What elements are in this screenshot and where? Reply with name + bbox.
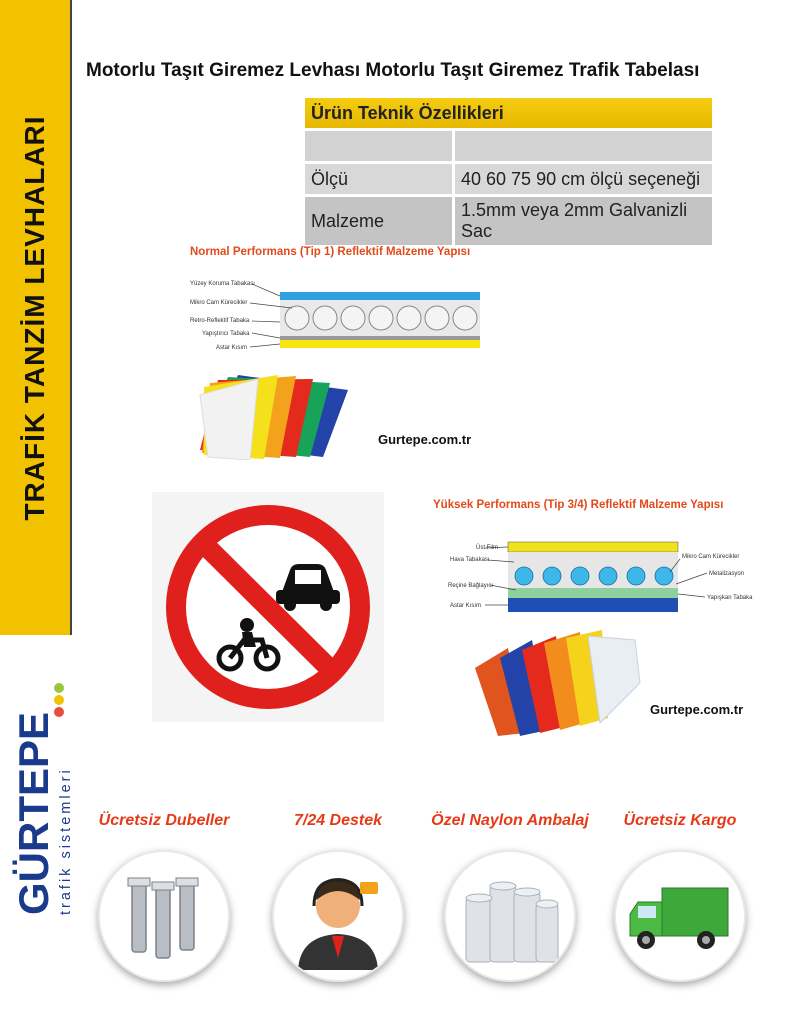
high-label-beads: Mikro Cam Kürecikler [682,554,740,560]
feature-free-shipping [600,812,760,982]
high-label-adhesive: Yapışkan Tabaka [707,595,753,601]
spec-value: 40 60 75 90 cm ölçü seçeneği [454,163,713,196]
sidebar-title: TRAFİK TANZİM LEVHALARI [19,115,50,521]
no-motor-vehicles-sign [152,492,384,722]
high-label-top-film: Üst Film [476,545,498,551]
anchor-bolts-icon [98,850,230,982]
normal-diagram-title: Normal Performans (Tip 1) Reflektif Malzeme Yapısı [190,246,471,258]
feature-title: Özel Naylon Ambalaj [431,812,589,829]
normal-label-surface: Yüzey Koruma Tabakası [190,281,255,287]
table-row [305,130,712,163]
support-agent-icon [272,850,404,982]
normal-label-retro: Retro-Reflektif Tabaka [190,318,250,324]
gurtepe-logo [0,660,80,930]
feature-nylon-packaging [430,812,590,982]
high-label-air: Hava Tabakası [450,557,490,563]
feature-title: Ücretsiz Dubeller [98,812,230,829]
page-title: Motorlu Taşıt Giremez Levhası Motorlu Taşıt Giremez Trafik Tabelası [86,60,700,81]
spec-label [305,130,454,163]
high-diagram-url: Gurtepe.com.tr [650,702,744,717]
normal-label-liner: Astar Kısım [216,345,248,351]
spec-table [305,98,712,248]
feature-free-anchors [84,812,244,982]
nylon-rolls-icon [444,850,576,982]
delivery-truck-icon [614,850,746,982]
spec-value [454,130,713,163]
table-row [305,163,712,196]
spec-table-header: Ürün Teknik Özellikleri [305,98,712,130]
feature-title: Ücretsiz Kargo [623,812,737,829]
spec-table-header-row [305,98,712,130]
reflective-sheets-image [198,365,358,460]
high-label-resin: Reçine Bağlayıcı [448,583,494,589]
spec-value: 1.5mm veya 2mm Galvanizli Sac [454,196,713,247]
feature-title: 7/24 Destek [293,812,383,829]
high-label-metal: Metalizasyon [709,571,745,577]
normal-diagram-url: Gurtepe.com.tr [378,432,472,447]
prismatic-sheets-image [470,628,650,738]
logo-tagline: trafik sistemleri [58,767,74,915]
high-diagram-title: Yüksek Performans (Tip 3/4) Reflektif Malzeme Yapısı [433,499,724,511]
high-diagram [420,532,790,622]
normal-label-beads: Mikro Cam Kürecikler [190,300,248,306]
sidebar-banner [0,0,72,635]
normal-diagram [180,270,490,360]
table-row [305,196,712,247]
spec-label: Ölçü [305,163,454,196]
logo-brand: GÜRTEPE [10,711,57,915]
feature-support [258,812,418,982]
normal-label-adhesive: Yapıştırıcı Tabaka [202,331,250,337]
spec-label: Malzeme [305,196,454,247]
high-label-liner: Astar Kısım [450,603,482,609]
